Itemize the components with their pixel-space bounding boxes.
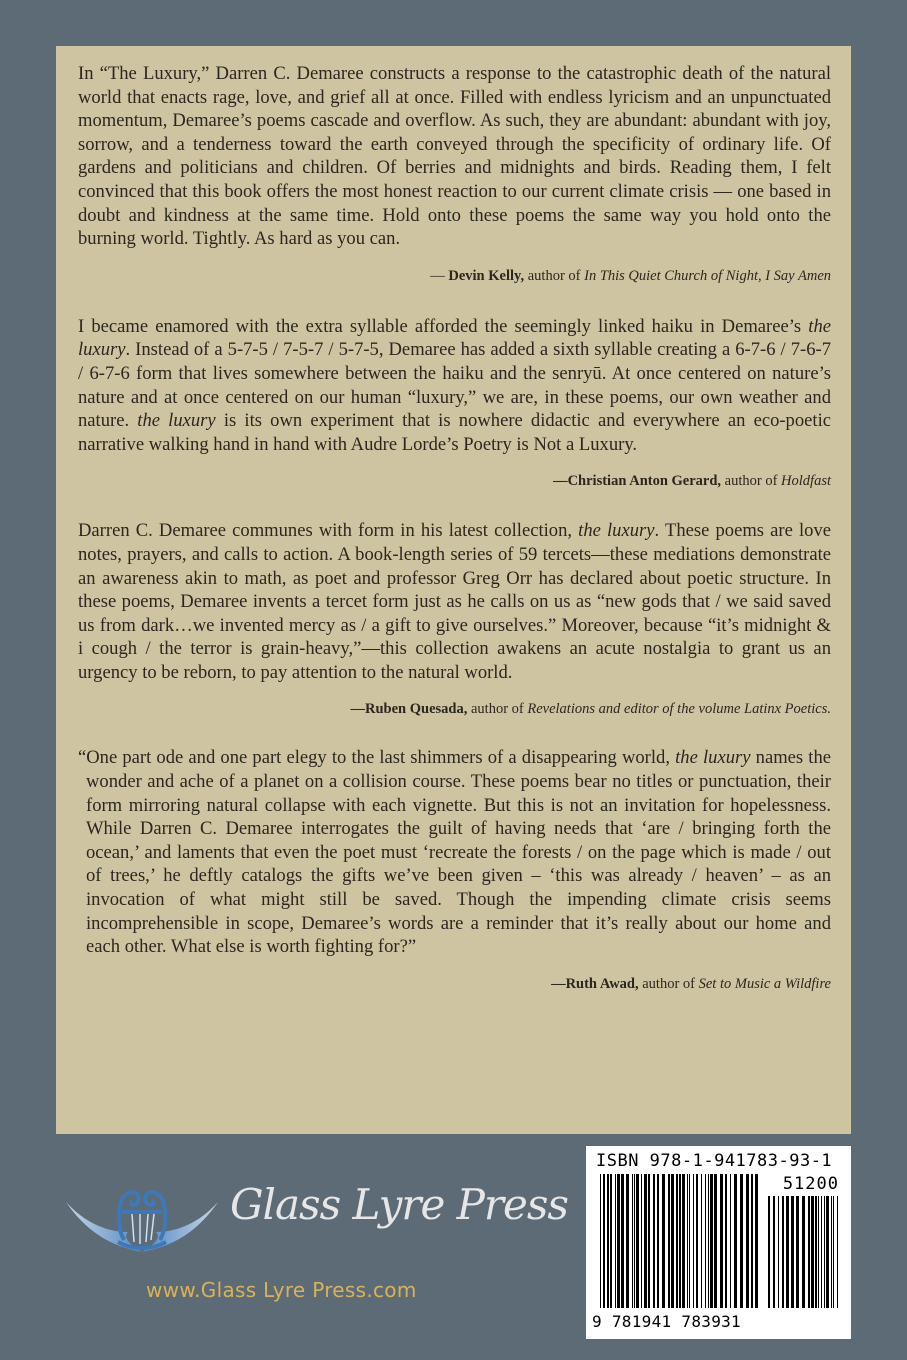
barcode-bar [815, 1196, 817, 1308]
barcode-bar [603, 1174, 605, 1308]
blurb-4-book-title: Set to Music a Wildfire [698, 975, 831, 992]
barcode-bar [725, 1174, 727, 1308]
barcode-bar [831, 1196, 832, 1308]
barcode-bar [773, 1196, 775, 1308]
barcode-bar [662, 1174, 665, 1308]
isbn-barcode [586, 1146, 851, 1339]
barcode-bar [796, 1196, 799, 1308]
barcode-bar [808, 1196, 810, 1308]
barcode-bar [657, 1174, 659, 1308]
barcode-bar [679, 1174, 681, 1308]
barcode-bar [626, 1174, 629, 1308]
barcode-bar [826, 1196, 829, 1308]
barcode-bar [751, 1174, 753, 1308]
publisher-url[interactable]: www.Glass Lyre Press.com [146, 1278, 417, 1302]
isbn-digits: 9 781941 783931 [592, 1312, 741, 1331]
barcode-bar [837, 1196, 838, 1308]
barcode-bar [689, 1174, 690, 1308]
blurb-3-book-title: Revelations and editor of the volume Latinx Poetics. [527, 701, 831, 718]
isbn-label: ISBN 978-1-941783-93-1 [596, 1151, 833, 1171]
barcode-bar [648, 1174, 650, 1308]
barcode-bar [687, 1174, 688, 1308]
blurb-2-text: I became enamored with the extra syllable afforded the seemingly linked haiku in Demaree’s the luxury. Instead of a 5-7-5 / 7-5-7 / 5-7-5, Demaree has added a sixth syllable creating a 6-7-6 / 7-6-7 / 6-7-6 form that lives somewhere between the haiku and the senryū. At once centered on nature’s nature and at once centered on our human “luxury,” we are, in these poems, our own weather and nature. the luxury is its own experiment that is nowhere didactic and everywhere an eco-poetic narrative walking hand in hand with Audre Lorde’s Poetry is Not a Luxury. [78, 315, 831, 455]
price-addon-bars [768, 1196, 838, 1308]
barcode-bar [600, 1174, 601, 1308]
barcode-bar [755, 1174, 758, 1308]
blurb-2-author: —Christian Anton Gerard, [553, 473, 722, 490]
blurb-1-attribution: — Devin Kelly, author of In This Quiet Church of Night, I Say Amen [430, 267, 831, 284]
barcode-bar [668, 1174, 670, 1308]
blurb-1-book-title: In This Quiet Church of Night, I Say Amen [584, 267, 831, 284]
blurb-3-author: —Ruben Quesada, [350, 701, 468, 718]
barcode-bar [791, 1196, 794, 1308]
barcode-bar [653, 1174, 655, 1308]
barcode-bar [693, 1174, 694, 1308]
blurb-3-text: Darren C. Demaree communes with form in his latest collection, the luxury. These poems are love notes, prayers, and calls to action. A book-length series of 59 tercets—these mediations demonstrate an awareness akin to math, as poet and professor Greg Orr has declared about poetic structure. In these poems, Demaree invents a tercet form just as he calls on us as “new gods that / we said saved us from dark…we invented mercy as / a gift to give ourselves.” Moreover, because “it’s midnight & i cough / the terror is grain-heavy,”—this collection awakens an acute nostalgia to grant us an urgency to be reborn, to pay attention to the natural world. [78, 520, 831, 683]
barcode-bar [617, 1174, 620, 1308]
barcode-bar [786, 1196, 789, 1308]
blurb-4-text: “One part ode and one part elegy to the last shimmers of a disappearing world, the luxury names the wonder and ache of a planet on a collision course. These poems bear no titles or punctuation, their form mirroring natural collapse with each vignette. But this is not an invitation for hopelessness. While Darren C. Demaree interrogates the guilt of having needs that ‘are / bringing forth the ocean,’ and laments that even the poet must ‘recreate the forests / on the page which is made / out of trees,’ he deftly catalogs the gifts we’ve been given – ‘this was already / heaven’ – as an invocation of what might still be saved. Though the impending climate crisis seems incomprehensible in scope, Demaree’s words are a reminder that it’s really about our home and each other. What else is worth fighting for?” [78, 747, 832, 958]
barcode-bar [818, 1196, 819, 1308]
blurb-2-attribution: —Christian Anton Gerard, author of Holdfast [553, 473, 831, 490]
barcode-bar [768, 1196, 770, 1308]
barcode-bar [714, 1174, 717, 1308]
barcode-bar [615, 1174, 616, 1308]
barcode-bar [701, 1174, 702, 1308]
barcode-bar [636, 1174, 639, 1308]
barcode-bar [802, 1196, 805, 1308]
barcode-bar [708, 1174, 709, 1308]
price-code: 51200 [782, 1174, 839, 1194]
barcode-bar [676, 1174, 678, 1308]
barcode-bar [811, 1196, 814, 1308]
publisher-name: Glass Lyre Press [230, 1180, 568, 1229]
barcode-bar [682, 1174, 685, 1308]
barcode-bar [824, 1196, 825, 1308]
barcode-bar [782, 1196, 784, 1308]
barcode-bar [641, 1174, 642, 1308]
blurb-4-author: —Ruth Awad, [551, 975, 639, 992]
barcode-bar [634, 1174, 635, 1308]
barcode-bar [644, 1174, 647, 1308]
barcode-bar [821, 1196, 822, 1308]
blurb-4-attribution: —Ruth Awad, author of Set to Music a Wildfire [551, 975, 831, 992]
blurb-2-book-title: Holdfast [781, 473, 831, 490]
barcode-bar [607, 1174, 609, 1308]
barcode-bar [746, 1174, 749, 1308]
barcode-bar [720, 1174, 723, 1308]
barcode-bar [734, 1174, 737, 1308]
blurb-panel [56, 46, 851, 1134]
barcode-bar [778, 1196, 779, 1308]
barcode-bar [833, 1196, 834, 1308]
blurb-3-attribution: —Ruben Quesada, author of Revelations and editor of the volume Latinx Poetics. [350, 701, 831, 718]
barcode-bar [740, 1174, 743, 1308]
blurb-1-author: Devin Kelly, [448, 267, 525, 284]
barcode-bar [671, 1174, 674, 1308]
barcode-bar [610, 1174, 612, 1308]
barcode-bar [710, 1174, 713, 1308]
barcode-bar [621, 1174, 624, 1308]
barcode-bar [632, 1174, 633, 1308]
ean-barcode-bars [600, 1174, 758, 1308]
blurb-1-text: In “The Luxury,” Darren C. Demaree constructs a response to the catastrophic death of the natural world that enacts rage, love, and grief all at once. Filled with endless lyricism and an unpunctuated momentum, Demaree’s poems cascade and overflow. As such, they are abundant: abundant with joy, sorrow, and a tenderness toward the earth conveyed through the specificity of ordinary life. Of gardens and politicians and children. Of berries and midnights and birds. Reading them, I felt convinced that this book offers the most honest reaction to our current climate crisis — one based in doubt and kindness at the same time. Hold onto these poems the same way you hold onto the burning world. Tightly. As hard as you can. [78, 63, 831, 250]
swan-lyre-icon [62, 1182, 222, 1260]
barcode-bar [730, 1174, 731, 1308]
barcode-bar [696, 1174, 698, 1308]
barcode-bar [705, 1174, 706, 1308]
